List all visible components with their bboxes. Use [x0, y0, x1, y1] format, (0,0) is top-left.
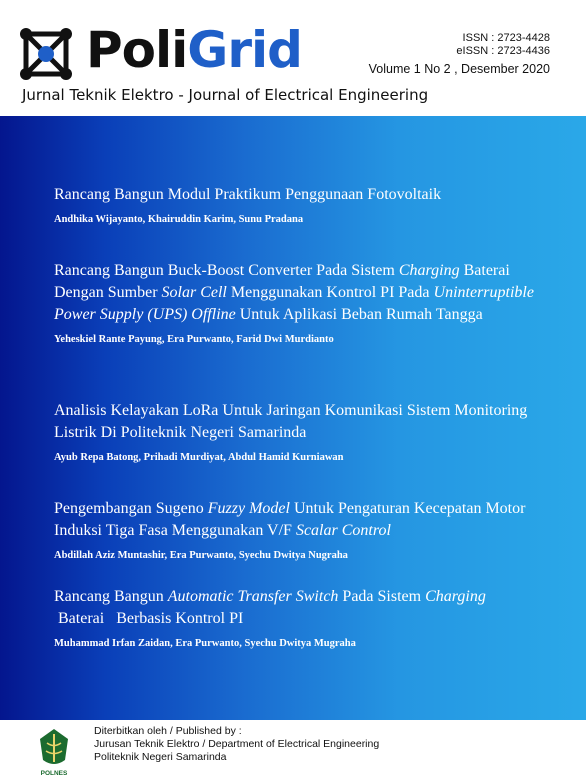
article-title: Rancang Bangun Automatic Transfer Switch Pada Sistem Charging Baterai Berbasis Kontrol PI — [54, 588, 486, 627]
journal-logo-title — [86, 22, 302, 78]
article-item — [54, 400, 554, 463]
issn-block — [456, 32, 550, 58]
article-authors: Abdillah Aziz Muntashir, Era Purwanto, Syechu Dwitya Nugraha — [54, 550, 348, 561]
article-item — [54, 586, 554, 649]
cover-footer — [0, 720, 586, 783]
polnes-logo-label: POLNES — [40, 770, 68, 777]
article-title: Analisis Kelayakan LoRa Untuk Jaringan Komunikasi Sistem Monitoring Listrik Di Politeknik Negeri Samarinda — [54, 402, 528, 441]
article-authors: Yeheskiel Rante Payung, Era Purwanto, Farid Dwi Murdianto — [54, 334, 334, 345]
article-authors: Muhammad Irfan Zaidan, Era Purwanto, Syechu Dwitya Mugraha — [54, 638, 356, 649]
article-title: Rancang Bangun Modul Praktikum Penggunaan Fotovoltaik — [54, 186, 442, 203]
polnes-logo-icon — [34, 726, 74, 778]
article-item — [54, 260, 554, 345]
journal-subtitle: Jurnal Teknik Elektro - Journal of Electrical Engineering — [22, 86, 429, 104]
issn-print: ISSN : 2723-4428 — [462, 32, 550, 44]
article-authors: Andhika Wijayanto, Khairuddin Karim, Sunu Pradana — [54, 214, 304, 225]
department-name: Jurusan Teknik Elektro / Department of Electrical Engineering — [94, 738, 380, 750]
institution-name: Politeknik Negeri Samarinda — [94, 751, 227, 763]
article-item — [54, 184, 554, 225]
articles-panel — [0, 116, 586, 720]
cover-header — [0, 0, 586, 113]
volume-info: Volume 1 No 2 , Desember 2020 — [368, 62, 550, 76]
article-title: Rancang Bangun Buck-Boost Converter Pada Sistem Charging Baterai Dengan Sumber Solar Cell Menggunakan Kontrol PI Pada Uninterruptible Power Supply (UPS) Offline Untuk Aplikasi Beban Rumah Tangga — [54, 262, 534, 323]
article-item — [54, 498, 554, 561]
publisher-info — [94, 725, 379, 764]
logo-poli: Poli — [86, 21, 188, 79]
article-title: Pengembangan Sugeno Fuzzy Model Untuk Pengaturan Kecepatan Motor Induksi Tiga Fasa Menggunakan V/F Scalar Control — [54, 500, 526, 539]
issn-electronic: eISSN : 2723-4436 — [456, 45, 550, 57]
network-node-logo-icon — [18, 26, 74, 82]
logo-grid: Grid — [187, 21, 302, 79]
published-by-label: Diterbitkan oleh / Published by : — [94, 725, 242, 737]
article-authors: Ayub Repa Batong, Prihadi Murdiyat, Abdul Hamid Kurniawan — [54, 452, 344, 463]
